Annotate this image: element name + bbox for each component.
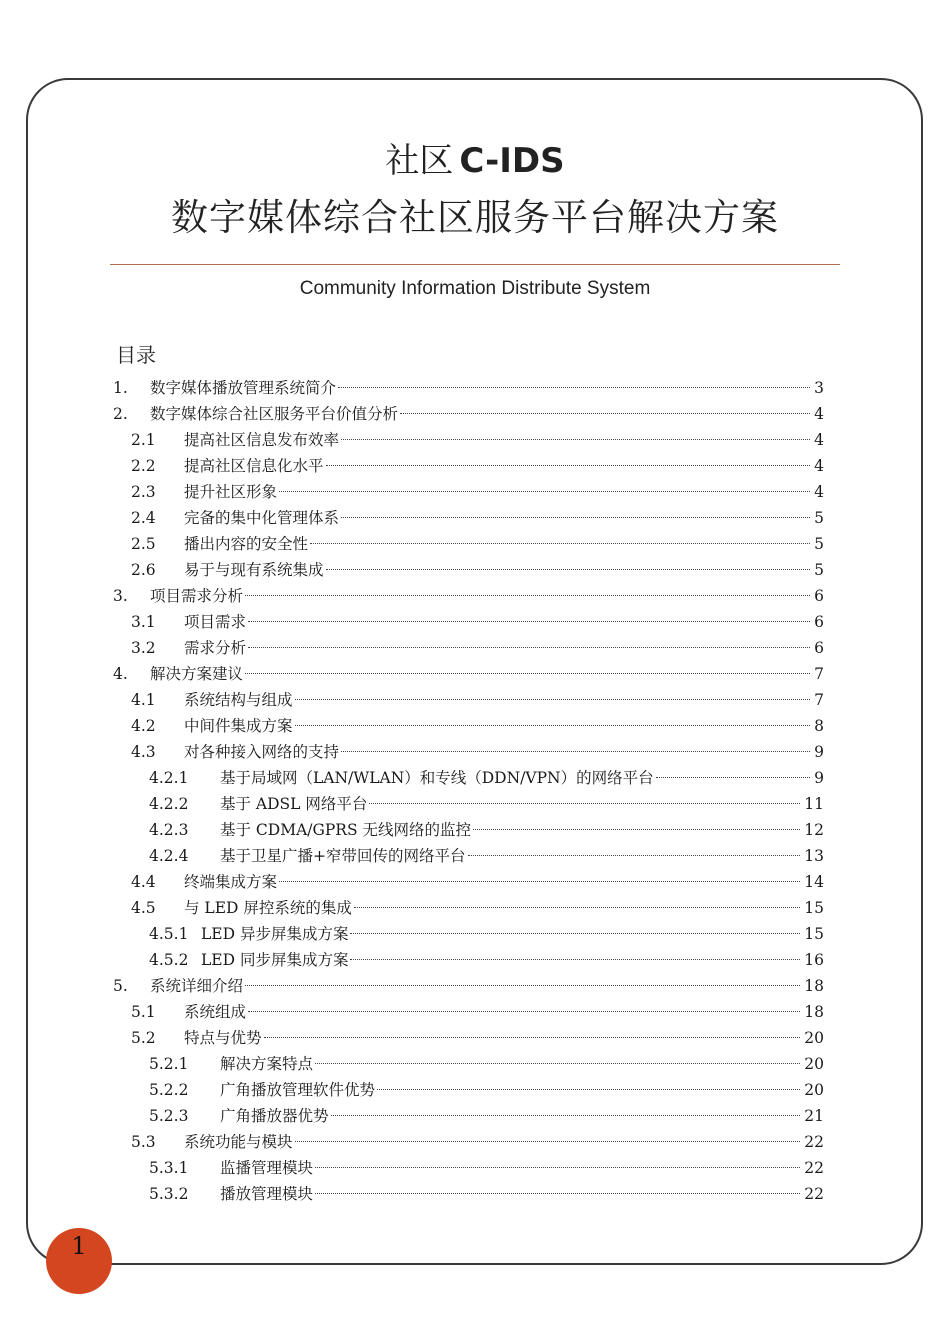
toc-dot-leader <box>341 751 810 752</box>
toc-entry-number: 4.2.4 <box>149 847 189 865</box>
toc-entry[interactable] <box>113 973 824 999</box>
toc-entry-number: 5.2 <box>131 1029 156 1047</box>
toc-entry-page: 22 <box>804 1185 824 1203</box>
toc-entry-label: 解决方案建议 <box>150 665 244 683</box>
toc-entry-label: 基于卫星广播+窄带回传的网络平台 <box>220 847 466 865</box>
toc-dot-leader <box>279 491 810 492</box>
toc-entry-number: 3.1 <box>131 613 156 631</box>
toc-entry-number: 4.2.2 <box>149 795 189 813</box>
toc-entry-number: 4. <box>113 665 128 683</box>
toc-dot-leader <box>295 1141 801 1142</box>
toc-entry[interactable] <box>113 375 824 401</box>
toc-entry-page: 4 <box>814 405 824 423</box>
toc-dot-leader <box>315 1167 800 1168</box>
toc-dot-leader <box>248 1011 800 1012</box>
toc-entry[interactable] <box>131 609 824 635</box>
toc-entry[interactable] <box>149 1077 824 1103</box>
toc-entry-label: 监播管理模块 <box>220 1159 314 1177</box>
toc-entry-page: 20 <box>804 1029 824 1047</box>
toc-entry-page: 4 <box>814 431 824 449</box>
toc-dot-leader <box>315 1193 800 1194</box>
toc-entry[interactable] <box>149 1103 824 1129</box>
toc-entry-page: 9 <box>814 743 824 761</box>
toc-entry-number: 2.6 <box>131 561 156 579</box>
toc-entry-page: 7 <box>814 691 824 709</box>
toc-dot-leader <box>326 465 811 466</box>
toc-entry-page: 4 <box>814 457 824 475</box>
toc-entry-page: 20 <box>804 1081 824 1099</box>
toc-entry-number: 2. <box>113 405 128 423</box>
toc-dot-leader <box>473 829 800 830</box>
toc-dot-leader <box>656 777 811 778</box>
toc-dot-leader <box>338 387 810 388</box>
toc-entry-label: 完备的集中化管理体系 <box>184 509 340 527</box>
toc-entry-label: 数字媒体播放管理系统简介 <box>150 379 337 397</box>
toc-entry-label: 终端集成方案 <box>184 873 278 891</box>
toc-entry-label: 播出内容的安全性 <box>184 535 309 553</box>
toc-entry-number: 5.3 <box>131 1133 156 1151</box>
title-divider <box>110 264 840 265</box>
toc-entry-label: LED 异步屏集成方案 <box>201 925 349 943</box>
toc-entry[interactable] <box>149 1155 824 1181</box>
toc-dot-leader <box>369 803 800 804</box>
toc-dot-leader <box>310 543 810 544</box>
toc-entry-page: 6 <box>814 587 824 605</box>
toc-entry[interactable] <box>149 921 824 947</box>
toc-entry[interactable] <box>131 635 824 661</box>
toc-entry[interactable] <box>131 427 824 453</box>
title-latin: C-IDS <box>459 141 565 181</box>
toc-entry[interactable] <box>131 713 824 739</box>
toc-entry-page: 21 <box>804 1107 824 1125</box>
toc-entry[interactable] <box>149 1051 824 1077</box>
toc-entry-page: 15 <box>804 925 824 943</box>
toc-dot-leader <box>264 1037 801 1038</box>
toc-entry-number: 5.1 <box>131 1003 156 1021</box>
toc-entry-page: 6 <box>814 639 824 657</box>
toc-entry[interactable] <box>131 869 824 895</box>
toc-dot-leader <box>295 699 811 700</box>
toc-entry-label: 特点与优势 <box>184 1029 262 1047</box>
toc-entry-page: 18 <box>804 1003 824 1021</box>
toc-entry-page: 22 <box>804 1159 824 1177</box>
toc-entry[interactable] <box>113 583 824 609</box>
toc-entry-number: 4.2 <box>131 717 156 735</box>
toc-entry-number: 3. <box>113 587 128 605</box>
toc-entry-label: 基于 ADSL 网络平台 <box>220 795 368 813</box>
toc-entry-page: 3 <box>814 379 824 397</box>
toc-entry-label: 解决方案特点 <box>220 1055 314 1073</box>
toc-entry-number: 4.2.1 <box>149 769 189 787</box>
toc-entry[interactable] <box>131 505 824 531</box>
toc-dot-leader <box>341 517 810 518</box>
toc-entry[interactable] <box>149 765 824 791</box>
toc-entry-page: 14 <box>804 873 824 891</box>
toc-entry-label: 需求分析 <box>184 639 247 657</box>
toc-entry-label: 系统结构与组成 <box>184 691 293 709</box>
toc-entry-label: 基于 CDMA/GPRS 无线网络的监控 <box>220 821 472 839</box>
toc-entry[interactable] <box>131 531 824 557</box>
toc-dot-leader <box>279 881 800 882</box>
toc-entry[interactable] <box>131 739 824 765</box>
toc-dot-leader <box>341 439 810 440</box>
toc-entry-label: 系统详细介绍 <box>150 977 244 995</box>
toc-entry-number: 2.2 <box>131 457 156 475</box>
toc-entry-number: 5.2.3 <box>149 1107 189 1125</box>
toc-entry-page: 12 <box>804 821 824 839</box>
toc-entry[interactable] <box>131 687 824 713</box>
toc-dot-leader <box>315 1063 800 1064</box>
toc-entry-page: 15 <box>804 899 824 917</box>
document-title-line2: 数字媒体综合社区服务平台解决方案 <box>171 196 779 239</box>
toc-entry-page: 6 <box>814 613 824 631</box>
toc-dot-leader <box>400 413 810 414</box>
toc-entry[interactable] <box>131 1129 824 1155</box>
toc-entry-page: 5 <box>814 509 824 527</box>
toc-entry[interactable] <box>149 817 824 843</box>
toc-dot-leader <box>377 1089 800 1090</box>
toc-entry[interactable] <box>131 1025 824 1051</box>
toc-entry[interactable] <box>149 947 824 973</box>
toc-entry-page: 18 <box>804 977 824 995</box>
toc-entry-number: 4.5 <box>131 899 156 917</box>
toc-entry-number: 4.1 <box>131 691 156 709</box>
toc-entry-label: 广角播放管理软件优势 <box>220 1081 376 1099</box>
toc-dot-leader <box>468 855 801 856</box>
toc-entry-page: 5 <box>814 561 824 579</box>
toc-entry-label: 与 LED 屏控系统的集成 <box>184 899 352 917</box>
toc-entry-label: 项目需求分析 <box>150 587 244 605</box>
title-cn: 社区 <box>385 141 454 181</box>
toc-entry-label: 数字媒体综合社区服务平台价值分析 <box>150 405 399 423</box>
toc-entry-number: 4.3 <box>131 743 156 761</box>
toc-entry-page: 8 <box>814 717 824 735</box>
document-title <box>0 138 950 184</box>
toc-dot-leader <box>350 933 800 934</box>
toc-entry-label: 系统组成 <box>184 1003 247 1021</box>
toc-entry[interactable] <box>131 479 824 505</box>
toc-entry-number: 2.4 <box>131 509 156 527</box>
toc-entry-number: 5.3.2 <box>149 1185 189 1203</box>
toc-entry-number: 4.5.1 <box>149 925 189 943</box>
toc-entry[interactable] <box>113 401 824 427</box>
toc-entry-page: 4 <box>814 483 824 501</box>
toc-entry-page: 13 <box>804 847 824 865</box>
toc-dot-leader <box>245 673 810 674</box>
toc-entry-page: 22 <box>804 1133 824 1151</box>
toc-entry-page: 7 <box>814 665 824 683</box>
toc-entry-number: 5. <box>113 977 128 995</box>
toc-entry-page: 20 <box>804 1055 824 1073</box>
toc-entry-label: 系统功能与模块 <box>184 1133 293 1151</box>
toc-entry-page: 9 <box>814 769 824 787</box>
toc-entry-number: 4.5.2 <box>149 951 189 969</box>
toc-dot-leader <box>331 1115 801 1116</box>
toc-dot-leader <box>350 959 800 960</box>
toc-entry[interactable] <box>149 1181 824 1207</box>
toc-entry[interactable] <box>131 557 824 583</box>
toc-dot-leader <box>248 621 810 622</box>
toc-dot-leader <box>245 595 810 596</box>
toc-entry-number: 4.2.3 <box>149 821 189 839</box>
document-subtitle: Community Information Distribute System <box>299 278 651 299</box>
toc-entry-label: LED 同步屏集成方案 <box>201 951 349 969</box>
toc-entry-page: 11 <box>804 795 824 813</box>
toc-entry-label: 提高社区信息化水平 <box>184 457 324 475</box>
toc-entry-number: 2.5 <box>131 535 156 553</box>
toc-entry[interactable] <box>131 895 824 921</box>
toc-entry[interactable] <box>149 843 824 869</box>
toc-entry-label: 对各种接入网络的支持 <box>184 743 340 761</box>
toc-entry-label: 播放管理模块 <box>220 1185 314 1203</box>
toc-entry-number: 3.2 <box>131 639 156 657</box>
toc-entry-number: 1. <box>113 379 128 397</box>
toc-entry-page: 5 <box>814 535 824 553</box>
toc-dot-leader <box>354 907 800 908</box>
toc-entry-number: 4.4 <box>131 873 156 891</box>
toc-entry-label: 项目需求 <box>184 613 247 631</box>
toc-entry[interactable] <box>113 661 824 687</box>
toc-entry-number: 5.2.2 <box>149 1081 189 1099</box>
toc-dot-leader <box>295 725 811 726</box>
toc-entry-page: 16 <box>804 951 824 969</box>
toc-entry-label: 中间件集成方案 <box>184 717 293 735</box>
toc-entry-number: 5.2.1 <box>149 1055 189 1073</box>
toc-dot-leader <box>326 569 811 570</box>
toc-entry-label: 广角播放器优势 <box>220 1107 329 1125</box>
toc-entry-label: 易于与现有系统集成 <box>184 561 324 579</box>
toc-dot-leader <box>245 985 800 986</box>
toc-entry-number: 2.1 <box>131 431 156 449</box>
toc-entry[interactable] <box>131 999 824 1025</box>
toc-heading: 目录 <box>116 343 156 367</box>
toc-entry-label: 提高社区信息发布效率 <box>184 431 340 449</box>
page-number-badge: 1 <box>46 1228 112 1294</box>
toc-entry-number: 5.3.1 <box>149 1159 189 1177</box>
toc-dot-leader <box>248 647 810 648</box>
toc-entry[interactable] <box>131 453 824 479</box>
toc-entry-label: 提升社区形象 <box>184 483 278 501</box>
toc-entry[interactable] <box>149 791 824 817</box>
toc-entry-label: 基于局域网（LAN/WLAN）和专线（DDN/VPN）的网络平台 <box>220 769 654 787</box>
toc-entry-number: 2.3 <box>131 483 156 501</box>
